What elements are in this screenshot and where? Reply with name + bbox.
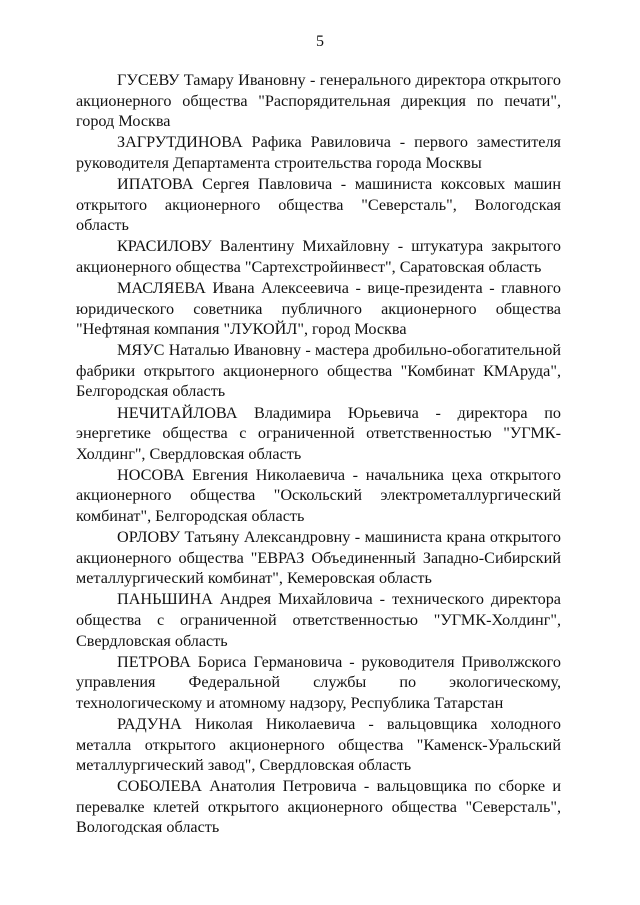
award-list [76,70,561,838]
list-item: НОСОВА Евгения Николаевича - начальника цеха открытого акционерного общества "Оскольский электрометаллургический комбинат", Белгородская область [76,465,561,525]
list-item: ПЕТРОВА Бориса Германовича - руководителя Приволжского управления Федеральной службы по экологическому, технологическому и атомному надзору, Республика Татарстан [76,652,561,712]
list-item: ЗАГРУТДИНОВА Рафика Равиловича - первого заместителя руководителя Департамента строительства города Москвы [76,133,561,172]
list-item: КРАСИЛОВУ Валентину Михайловну - штукатура закрытого акционерного общества "Сартехстройинвест", Саратовская область [76,237,561,276]
list-item: ПАНЬШИНА Андрея Михайловича - технического директора общества с ограниченной ответственностью "УГМК-Холдинг", Свердловская область [76,590,561,650]
list-item: ОРЛОВУ Татьяну Александровну - машиниста крана открытого акционерного общества "ЕВРАЗ Объединенный Западно-Сибирский металлургический комбинат", Кемеровская область [76,528,561,588]
page-number: 5 [316,33,324,50]
list-item: СОБОЛЕВА Анатолия Петровича - вальцовщика по сборке и перевалке клетей открытого акционерного общества "Северсталь", Вологодская область [76,777,561,837]
list-item: ИПАТОВА Сергея Павловича - машиниста коксовых машин открытого акционерного общества "Северсталь", Вологодская область [76,174,561,235]
list-item: РАДУНА Николая Николаевича - вальцовщика холодного металла открытого акционерного общества "Каменск-Уральский металлургический завод", Свердловская область [76,714,561,775]
list-item: НЕЧИТАЙЛОВА Владимира Юрьевича - директора по энергетике общества с ограниченной ответственностью "УГМК-Холдинг", Свердловская область [76,403,561,463]
list-item: ГУСЕВУ Тамару Ивановну - генерального директора открытого акционерного общества "Распорядительная дирекция по печати", город Москва [76,71,561,131]
list-item: МЯУС Наталью Ивановну - мастера дробильно-обогатительной фабрики открытого акционерного общества "Комбинат КМАруда", Белгородская область [76,341,561,401]
list-item: МАСЛЯЕВА Ивана Алексеевича - вице-президента - главного юридического советника публичного акционерного общества "Нефтяная компания "ЛУКОЙЛ", город Москва [76,278,561,339]
